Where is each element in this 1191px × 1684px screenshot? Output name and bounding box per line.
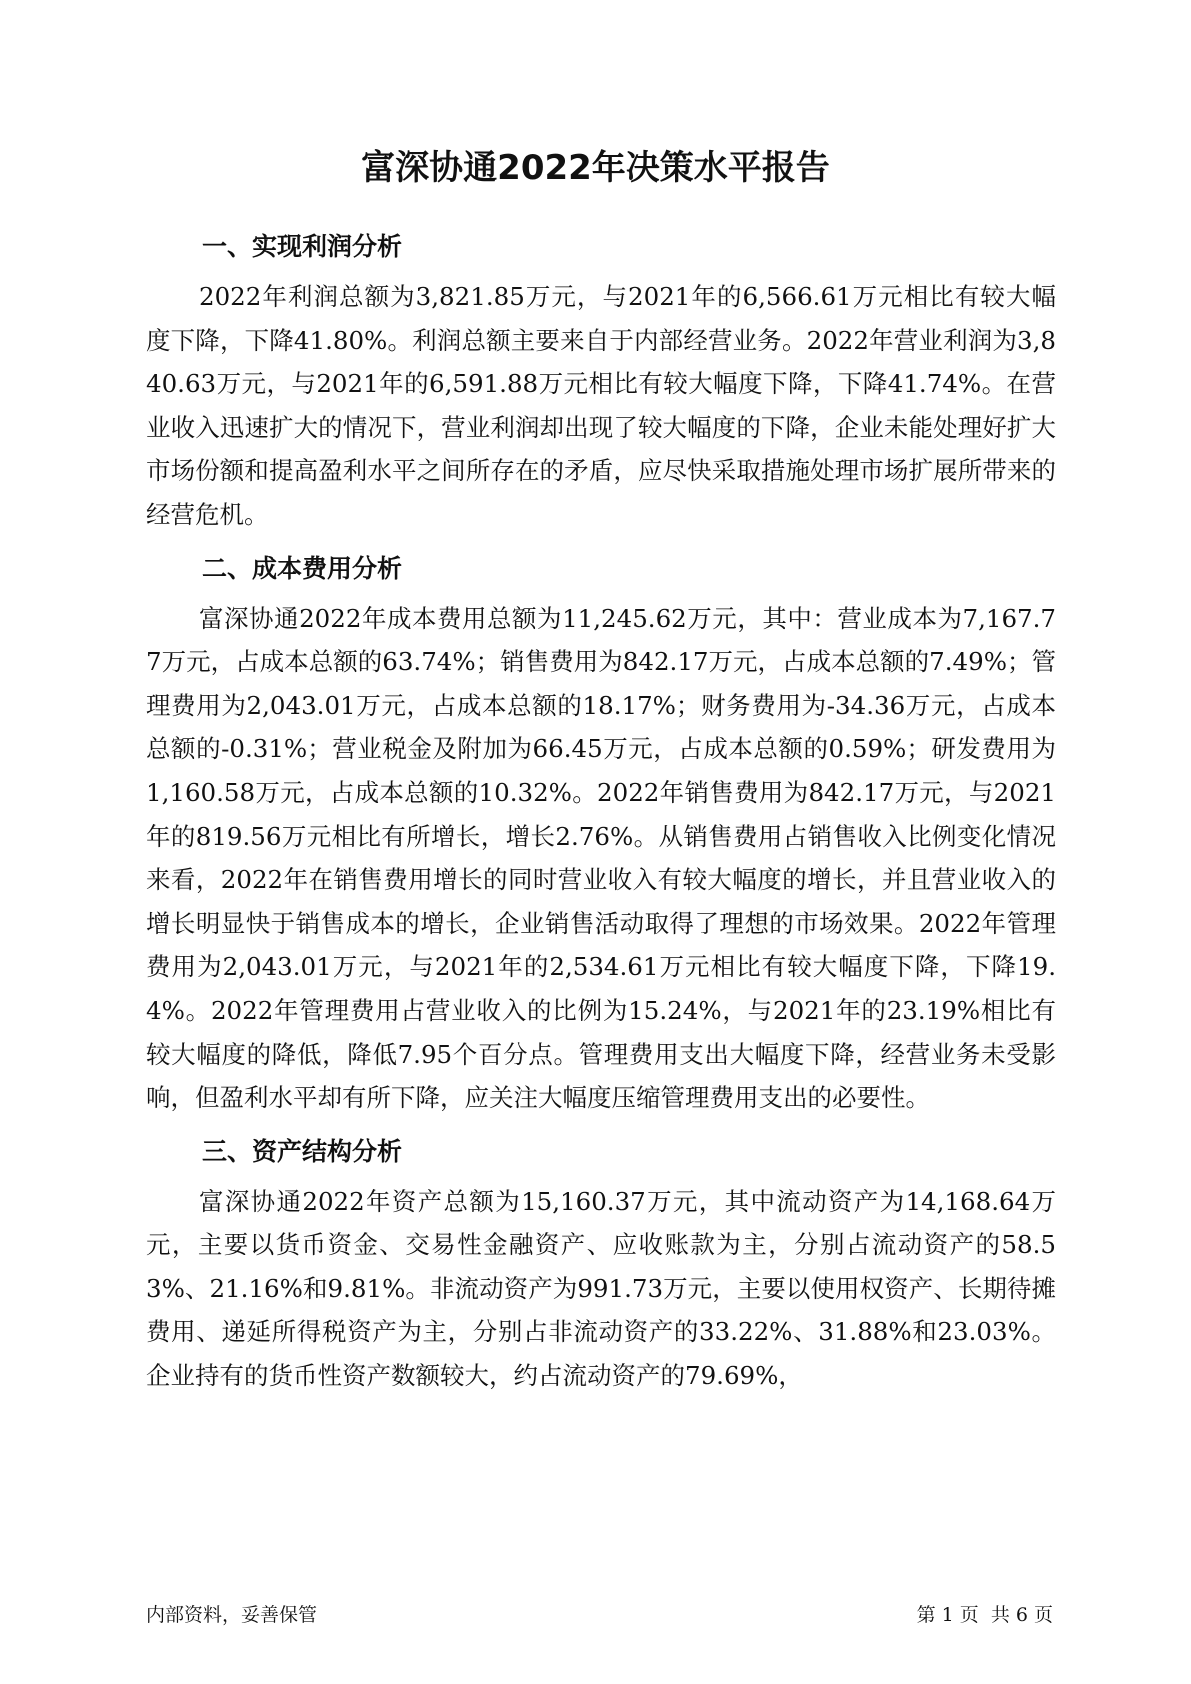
section-heading: 三、资产结构分析 <box>202 1136 403 1166</box>
section-heading: 二、成本费用分析 <box>202 553 403 583</box>
section-paragraph: 2022年利润总额为3,821.85万元，与2021年的6,566.61万元相比有较大幅度下降，下降41.80%。利润总额主要来自于内部经营业务。2022年营业利润为3,840.63万元，与2021年的6,591.88万元相比有较大幅度下降，下降41.74%。在营业收入迅速扩大的情况下，营业利润却出现了较大幅度的下降，企业未能处理好扩大市场份额和提高盈利水平之间所存在的矛盾，应尽快采取措施处理市场扩展所带来的经营危机。 <box>146 282 1056 529</box>
section-paragraph: 富深协通2022年资产总额为15,160.37万元，其中流动资产为14,168.64万元，主要以货币资金、交易性金融资产、应收账款为主，分别占流动资产的58.53%、21.16%和9.81%。非流动资产为991.73万元，主要以使用权资产、长期待摊费用、递延所得税资产为主，分别占非流动资产的33.22%、31.88%和23.03%。企业持有的货币性资产数额较大，约占流动资产的79.69%， <box>146 1186 1056 1391</box>
document-title: 富深协通2022年决策水平报告 <box>361 148 830 188</box>
section-profit-analysis <box>146 225 1056 537</box>
footer-confidential-note: 内部资料，妥善保管 <box>146 1604 318 1626</box>
section-asset-structure-analysis <box>146 1130 1056 1398</box>
section-heading: 一、实现利润分析 <box>202 232 403 261</box>
section-paragraph: 富深协通2022年成本费用总额为11,245.62万元，其中：营业成本为7,167.77万元，占成本总额的63.74%；销售费用为842.17万元，占成本总额的7.49%；管理费用为2,043.01万元，占成本总额的18.17%；财务费用为-34.36万元，占成本总额的-0.31%；营业税金及附加为66.45万元，占成本总额的0.59%；研发费用为1,160.58万元，占成本总额的10.32%。2022年销售费用为842.17万元，与2021年的819.56万元相比有所增长，增长2.76%。从销售费用占销售收入比例变化情况来看，2022年在销售费用增长的同时营业收入有较大幅度的增长，并且营业收入的增长明显快于销售成本的增长，企业销售活动取得了理想的市场效果。2022年管理费用为2,043.01万元，与2021年的2,534.61万元相比有较大幅度下降，下降19.4%。2022年管理费用占营业收入的比例为15.24%，与2021年的23.19%相比有较大幅度的降低，降低7.95个百分点。管理费用支出大幅度下降，经营业务未受影响，但盈利水平却有所下降，应关注大幅度压缩管理费用支出的必要性。 <box>146 603 1056 1113</box>
footer-page-number: 第 1 页 共 6 页 <box>916 1604 1053 1626</box>
section-cost-analysis <box>146 547 1056 1120</box>
document-body <box>146 215 1056 1404</box>
